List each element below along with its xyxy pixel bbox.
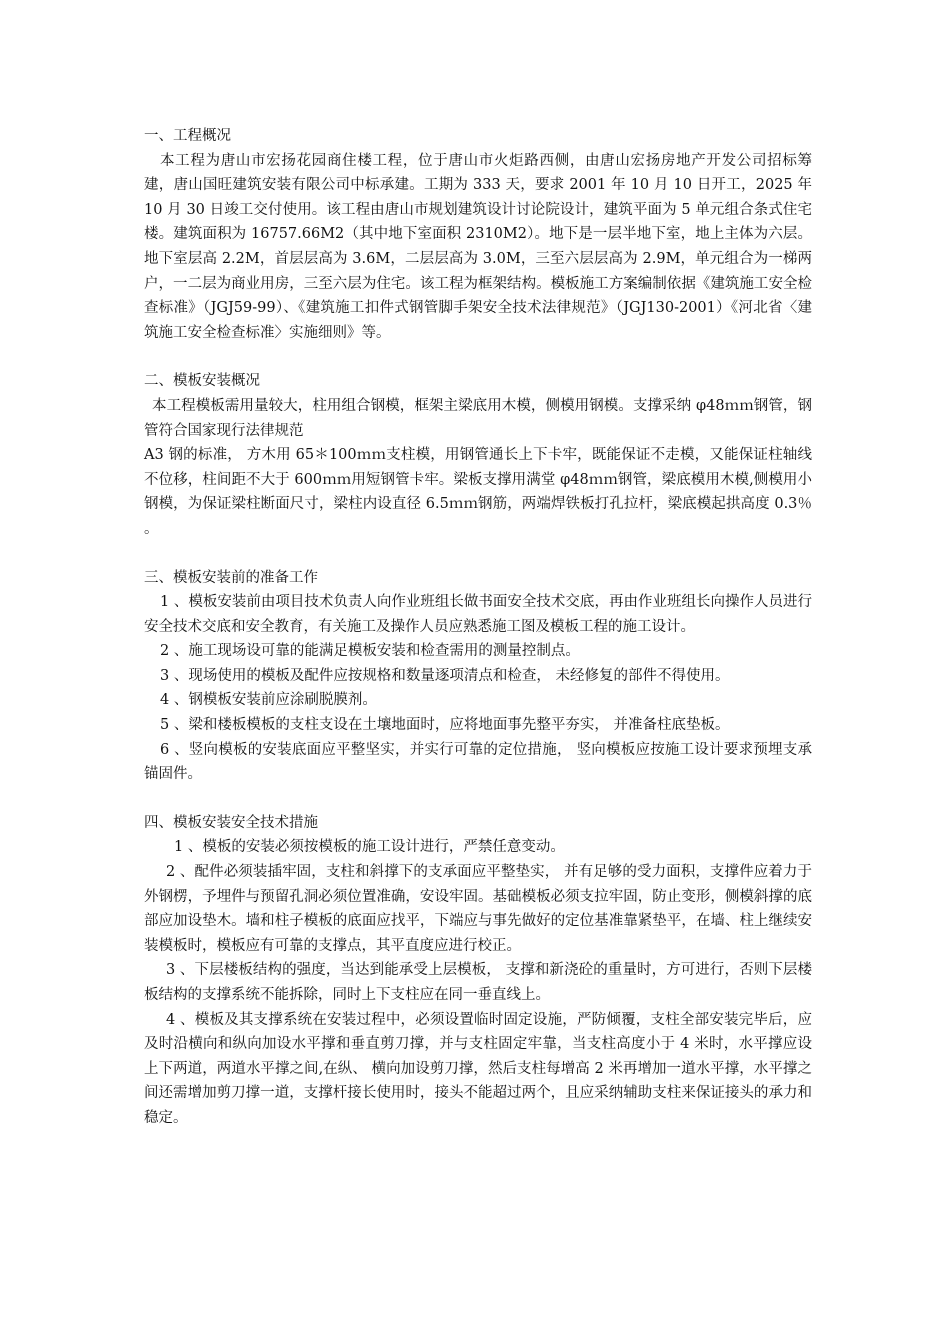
section-heading-installation-overview: 二、模板安装概况: [144, 373, 260, 390]
section-spacer: [144, 542, 812, 566]
preparation-item: 1 、模板安装前由项目技术负责人向作业班组长做书面安全技术交底，再由作业班组长向操作人员进行安全技术交底和安全教育，有关施工及操作人员应熟悉施工图及模板工程的施工设计。: [144, 594, 812, 635]
section-heading-preparation: 三、模板安装前的准备工作: [144, 569, 318, 586]
safety-item: 3 、下层楼板结构的强度，当达到能承受上层模板， 支撑和新浇砼的重量时，方可进行，否则下层楼板结构的支撑系统不能拆除，同时上下支柱应在同一垂直线上。: [144, 962, 812, 1003]
installation-paragraph: 本工程模板需用量较大，柱用组合钢模，框架主梁底用木模，侧模用钢模。支撑采纳 φ48ｍｍ钢管，钢管符合国家现行法律规范: [144, 397, 812, 439]
preparation-item: 3 、现场使用的模板及配件应按规格和数量逐项清点和检查， 未经修复的部件不得使用。: [160, 667, 730, 684]
preparation-item: 2 、施工现场设可靠的能满足模板安装和检查需用的测量控制点。: [160, 643, 580, 660]
preparation-item: 4 、钢模板安装前应涂刷脱膜剂。: [160, 692, 377, 709]
overview-paragraph: 本工程为唐山市宏扬花园商住楼工程，位于唐山市火炬路西侧，由唐山宏扬房地产开发公司招标筹建，唐山国旺建筑安装有限公司中标承建。工期为 333 天，要求 2001 年 10 月 10 日开工，2025 年 10 月 30 日竣工交付使用。该工程由唐山市规划建筑设计讨论院设计，建筑平面为 5 单元组合条式住宅楼。建筑面积为 16757.66M2（其中地下室面积 2310M2）。地下是一层半地下室，地上主体为六层。地下室层高 2.2M，首层层高为 3.6M，二层层高为 3.0M，三至六层层高为 2.9M，单元组合为一梯两户，一二层为商业用房，三至六层为住宅。该工程为框架结构。模板施工方案编制依据《建筑施工安全检查标准》（JGJ59-99）、《建筑施工扣件式钢管脚手架安全技术法律规范》（JGJ130-2001）《河北省〈建筑施工安全检查标准〉实施细则》等。: [144, 152, 812, 341]
preparation-item: 5 、梁和楼板模板的支柱支设在土壤地面时，应将地面事先整平夯实， 并准备柱底垫板。: [160, 717, 730, 734]
safety-item: 4 、模板及其支撑系统在安装过程中，必须设置临时固定设施，严防倾覆，支柱全部安装完毕后，应及时沿横向和纵向加设水平撑和垂直剪刀撑，并与支柱固定牢靠，当支柱高度小于 4 米时，水平撑应设上下两道，两道水平撑之间,在纵、 横向加设剪刀撑，然后支柱每增高 2 米再增加一道水平撑，水平撑之间还需增加剪刀撑一道，支撑杆接长使用时，接头不能超过两个，且应采纳辅助支柱来保证接头的承力和稳定。: [144, 1011, 812, 1126]
safety-item: 1 、模板的安装必须按模板的施工设计进行，严禁任意变动。: [174, 839, 565, 856]
section-heading-overview: 一、工程概况: [144, 128, 231, 144]
section-heading-safety-measures: 四、模板安装安全技术措施: [144, 814, 318, 831]
preparation-item: 6 、竖向模板的安装底面应平整坚实，并实行可靠的定位措施， 竖向模板应按施工设计要求预埋支承锚固件。: [144, 741, 812, 783]
installation-paragraph: A3 钢的标准， 方木用 65＊100ｍｍ支柱模，用钢管通长上下卡牢，既能保证不走模，又能保证柱轴线不位移，柱间距不大于 600ｍｍ用短钢管卡牢。梁板支撑用满堂 φ48ｍｍ钢管，梁底模用木模,侧模用小钢模，为保证梁柱断面尺寸，梁柱内设直径 6.5ｍｍ钢筋，两端焊铁板打孔拉杆，梁底模起拱高度 0.3％ 。: [144, 447, 812, 537]
safety-item: 2 、配件必须装插牢固，支柱和斜撑下的支承面应平整垫实， 并有足够的受力面积，支撑件应着力于外钢楞，予埋件与预留孔洞必须位置准确，安设牢固。基础模板必须支拉牢固，防止变形，侧模斜撑的底部应加设垫木。墙和柱子模板的底面应找平，下端应与事先做好的定位基准靠紧垫平，在墙、柱上继续安装模板时，模板应有可靠的支撑点，其平直度应进行校正。: [144, 864, 812, 954]
section-spacer: [144, 787, 812, 811]
section-spacer: [144, 345, 812, 369]
document-page: [144, 124, 812, 1131]
